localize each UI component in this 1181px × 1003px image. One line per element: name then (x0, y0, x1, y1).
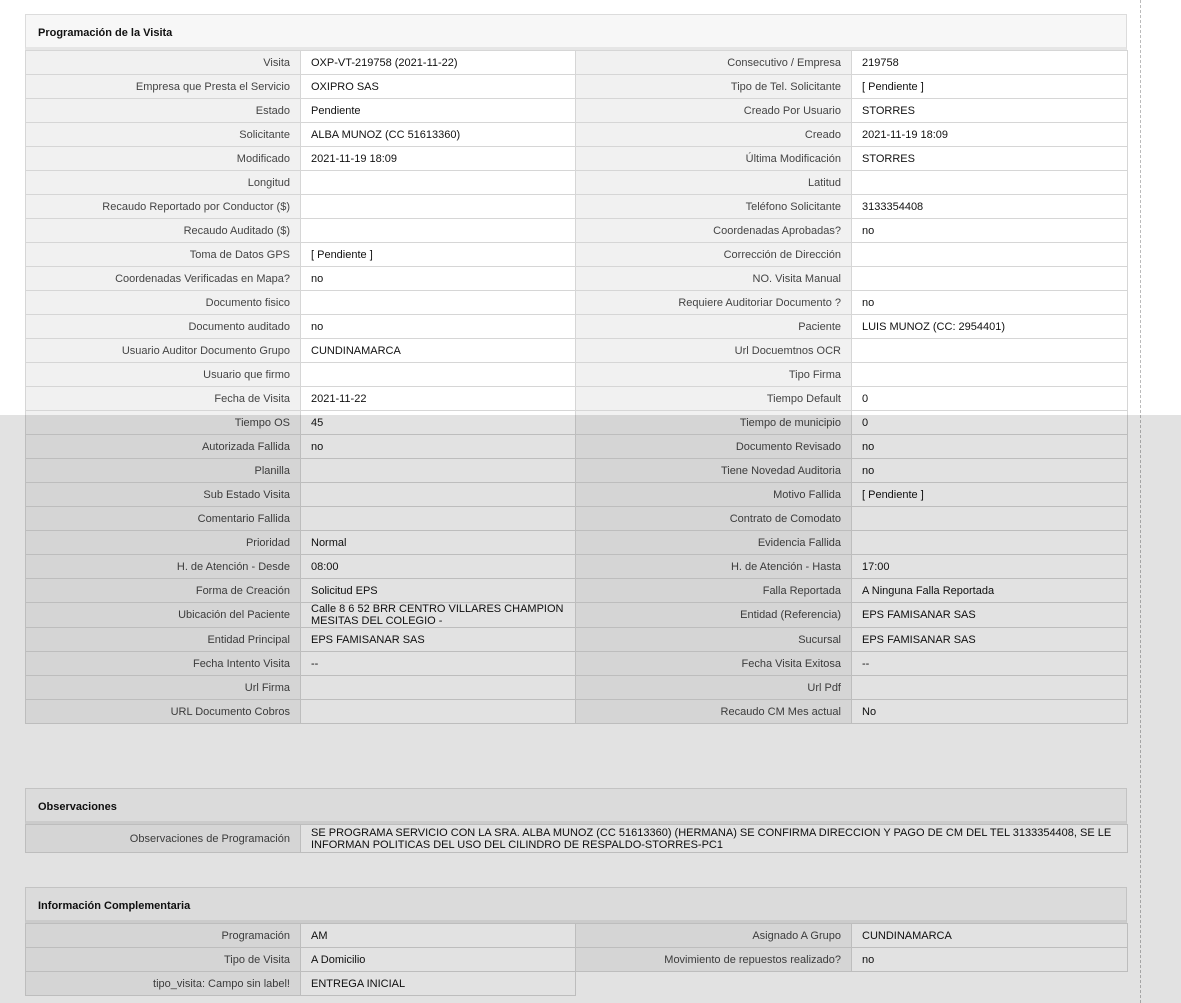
field-value (852, 507, 1128, 531)
table-row (26, 700, 1128, 724)
field-value: [ Pendiente ] (852, 483, 1128, 507)
field-value: no (852, 948, 1128, 972)
field-label: Url Firma (26, 676, 301, 700)
table-row (26, 972, 1128, 996)
field-value (301, 171, 576, 195)
field-label: Sub Estado Visita (26, 483, 301, 507)
field-label: Ubicación del Paciente (26, 603, 301, 628)
field-value: Pendiente (301, 99, 576, 123)
table-row (26, 147, 1128, 171)
vertical-divider (1140, 0, 1141, 1003)
field-value: CUNDINAMARCA (301, 339, 576, 363)
field-value: 17:00 (852, 555, 1128, 579)
field-label: Fecha de Visita (26, 387, 301, 411)
field-value: 2021-11-19 18:09 (852, 123, 1128, 147)
table-row (26, 315, 1128, 339)
field-label: Evidencia Fallida (576, 531, 852, 555)
field-label: Motivo Fallida (576, 483, 852, 507)
field-value: no (852, 219, 1128, 243)
field-value: 2021-11-22 (301, 387, 576, 411)
field-value: 45 (301, 411, 576, 435)
field-value: [ Pendiente ] (852, 75, 1128, 99)
field-value (852, 676, 1128, 700)
table-row (26, 435, 1128, 459)
table-row (26, 555, 1128, 579)
field-label: Autorizada Fallida (26, 435, 301, 459)
field-value: LUIS MUNOZ (CC: 2954401) (852, 315, 1128, 339)
field-value (301, 219, 576, 243)
field-label: Sucursal (576, 628, 852, 652)
field-value: EPS FAMISANAR SAS (852, 603, 1128, 628)
field-label: Modificado (26, 147, 301, 171)
field-label: Latitud (576, 171, 852, 195)
field-value: 3133354408 (852, 195, 1128, 219)
field-label: H. de Atención - Hasta (576, 555, 852, 579)
field-value: 0 (852, 411, 1128, 435)
field-label: Prioridad (26, 531, 301, 555)
field-label: Consecutivo / Empresa (576, 51, 852, 75)
field-value: no (301, 267, 576, 291)
field-label: Observaciones de Programación (26, 825, 301, 853)
field-label: Movimiento de repuestos realizado? (576, 948, 852, 972)
field-label: Visita (26, 51, 301, 75)
observaciones-table (25, 824, 1128, 853)
table-row (26, 924, 1128, 948)
field-value: ALBA MUNOZ (CC 51613360) (301, 123, 576, 147)
section-title: Observaciones (25, 788, 1127, 824)
field-value: OXP-VT-219758 (2021-11-22) (301, 51, 576, 75)
table-row (26, 171, 1128, 195)
complementaria-table (25, 923, 1128, 996)
field-value (301, 291, 576, 315)
field-label: Estado (26, 99, 301, 123)
table-row (26, 411, 1128, 435)
table-row (26, 652, 1128, 676)
field-label: Paciente (576, 315, 852, 339)
field-value: no (301, 435, 576, 459)
field-label: Creado Por Usuario (576, 99, 852, 123)
field-label: H. de Atención - Desde (26, 555, 301, 579)
field-value: AM (301, 924, 576, 948)
field-value (852, 363, 1128, 387)
field-label: Última Modificación (576, 147, 852, 171)
section-title: Programación de la Visita (25, 14, 1127, 50)
field-value (852, 171, 1128, 195)
field-label: Corrección de Dirección (576, 243, 852, 267)
table-row (26, 339, 1128, 363)
table-row (26, 195, 1128, 219)
field-value: no (852, 291, 1128, 315)
field-label: Tipo de Tel. Solicitante (576, 75, 852, 99)
table-row (26, 628, 1128, 652)
programacion-table (25, 50, 1128, 724)
field-value (301, 676, 576, 700)
table-row (26, 387, 1128, 411)
field-label: Tiempo de municipio (576, 411, 852, 435)
table-row (26, 676, 1128, 700)
field-label: Documento auditado (26, 315, 301, 339)
field-value: 219758 (852, 51, 1128, 75)
field-value: No (852, 700, 1128, 724)
table-row (26, 948, 1128, 972)
field-label: Recaudo Reportado por Conductor ($) (26, 195, 301, 219)
field-value (301, 459, 576, 483)
field-label: Coordenadas Verificadas en Mapa? (26, 267, 301, 291)
field-label: Tiempo OS (26, 411, 301, 435)
field-label: Teléfono Solicitante (576, 195, 852, 219)
field-label: Entidad (Referencia) (576, 603, 852, 628)
field-label: Contrato de Comodato (576, 507, 852, 531)
field-value: -- (852, 652, 1128, 676)
field-value: Normal (301, 531, 576, 555)
field-label: Recaudo CM Mes actual (576, 700, 852, 724)
section-title: Información Complementaria (25, 887, 1127, 923)
table-row (26, 267, 1128, 291)
field-value (301, 507, 576, 531)
table-row (26, 603, 1128, 628)
field-value (301, 700, 576, 724)
section-observaciones (25, 788, 1127, 853)
table-row (26, 363, 1128, 387)
field-value (852, 339, 1128, 363)
field-label: Longitud (26, 171, 301, 195)
field-value (852, 531, 1128, 555)
table-row (26, 243, 1128, 267)
field-label: Tiempo Default (576, 387, 852, 411)
table-row (26, 51, 1128, 75)
field-label: Toma de Datos GPS (26, 243, 301, 267)
field-value: EPS FAMISANAR SAS (852, 628, 1128, 652)
field-label: Comentario Fallida (26, 507, 301, 531)
field-label: Fecha Intento Visita (26, 652, 301, 676)
field-label: URL Documento Cobros (26, 700, 301, 724)
field-value: ENTREGA INICIAL (301, 972, 576, 996)
field-value: -- (301, 652, 576, 676)
table-row (26, 825, 1128, 853)
field-label: Url Docuemtnos OCR (576, 339, 852, 363)
field-value (301, 195, 576, 219)
field-label: Falla Reportada (576, 579, 852, 603)
field-label: Usuario Auditor Documento Grupo (26, 339, 301, 363)
field-label: Solicitante (26, 123, 301, 147)
field-label: NO. Visita Manual (576, 267, 852, 291)
field-value: 0 (852, 387, 1128, 411)
field-value (852, 267, 1128, 291)
field-label: Tiene Novedad Auditoria (576, 459, 852, 483)
empty-cell (852, 972, 1128, 996)
section-complementaria (25, 887, 1127, 996)
field-label: Usuario que firmo (26, 363, 301, 387)
field-label: Tipo Firma (576, 363, 852, 387)
field-value: OXIPRO SAS (301, 75, 576, 99)
field-value: no (852, 435, 1128, 459)
field-label: Empresa que Presta el Servicio (26, 75, 301, 99)
field-label: tipo_visita: Campo sin label! (26, 972, 301, 996)
table-row (26, 483, 1128, 507)
field-value: [ Pendiente ] (301, 243, 576, 267)
field-value: A Domicilio (301, 948, 576, 972)
field-label: Programación (26, 924, 301, 948)
section-programacion (25, 14, 1127, 724)
field-label: Forma de Creación (26, 579, 301, 603)
field-value: Solicitud EPS (301, 579, 576, 603)
field-label: Coordenadas Aprobadas? (576, 219, 852, 243)
field-value (852, 243, 1128, 267)
field-value: CUNDINAMARCA (852, 924, 1128, 948)
table-row (26, 123, 1128, 147)
field-label: Fecha Visita Exitosa (576, 652, 852, 676)
table-row (26, 459, 1128, 483)
field-value (301, 483, 576, 507)
empty-cell (576, 972, 852, 996)
field-label: Requiere Auditoriar Documento ? (576, 291, 852, 315)
field-value: 08:00 (301, 555, 576, 579)
table-row (26, 75, 1128, 99)
field-value: no (301, 315, 576, 339)
field-value: no (852, 459, 1128, 483)
field-value: EPS FAMISANAR SAS (301, 628, 576, 652)
field-value: STORRES (852, 147, 1128, 171)
field-value (301, 363, 576, 387)
field-label: Url Pdf (576, 676, 852, 700)
field-label: Entidad Principal (26, 628, 301, 652)
table-row (26, 99, 1128, 123)
field-value: SE PROGRAMA SERVICIO CON LA SRA. ALBA MUNOZ (CC 51613360) (HERMANA) SE CONFIRMA DIRECCION Y PAGO DE CM DEL TEL 3133354408, SE LE INFORMAN POLITICAS DEL USO DEL CILINDRO DE RESPALDO-STORRES-PC1 (301, 825, 1128, 853)
field-label: Documento Revisado (576, 435, 852, 459)
table-row (26, 219, 1128, 243)
table-row (26, 579, 1128, 603)
field-label: Documento fisico (26, 291, 301, 315)
field-value: 2021-11-19 18:09 (301, 147, 576, 171)
field-label: Tipo de Visita (26, 948, 301, 972)
field-label: Planilla (26, 459, 301, 483)
field-value: STORRES (852, 99, 1128, 123)
field-label: Recaudo Auditado ($) (26, 219, 301, 243)
field-label: Creado (576, 123, 852, 147)
field-value: Calle 8 6 52 BRR CENTRO VILLARES CHAMPION MESITAS DEL COLEGIO - (301, 603, 576, 628)
table-row (26, 531, 1128, 555)
field-label: Asignado A Grupo (576, 924, 852, 948)
field-value: A Ninguna Falla Reportada (852, 579, 1128, 603)
table-row (26, 507, 1128, 531)
table-row (26, 291, 1128, 315)
